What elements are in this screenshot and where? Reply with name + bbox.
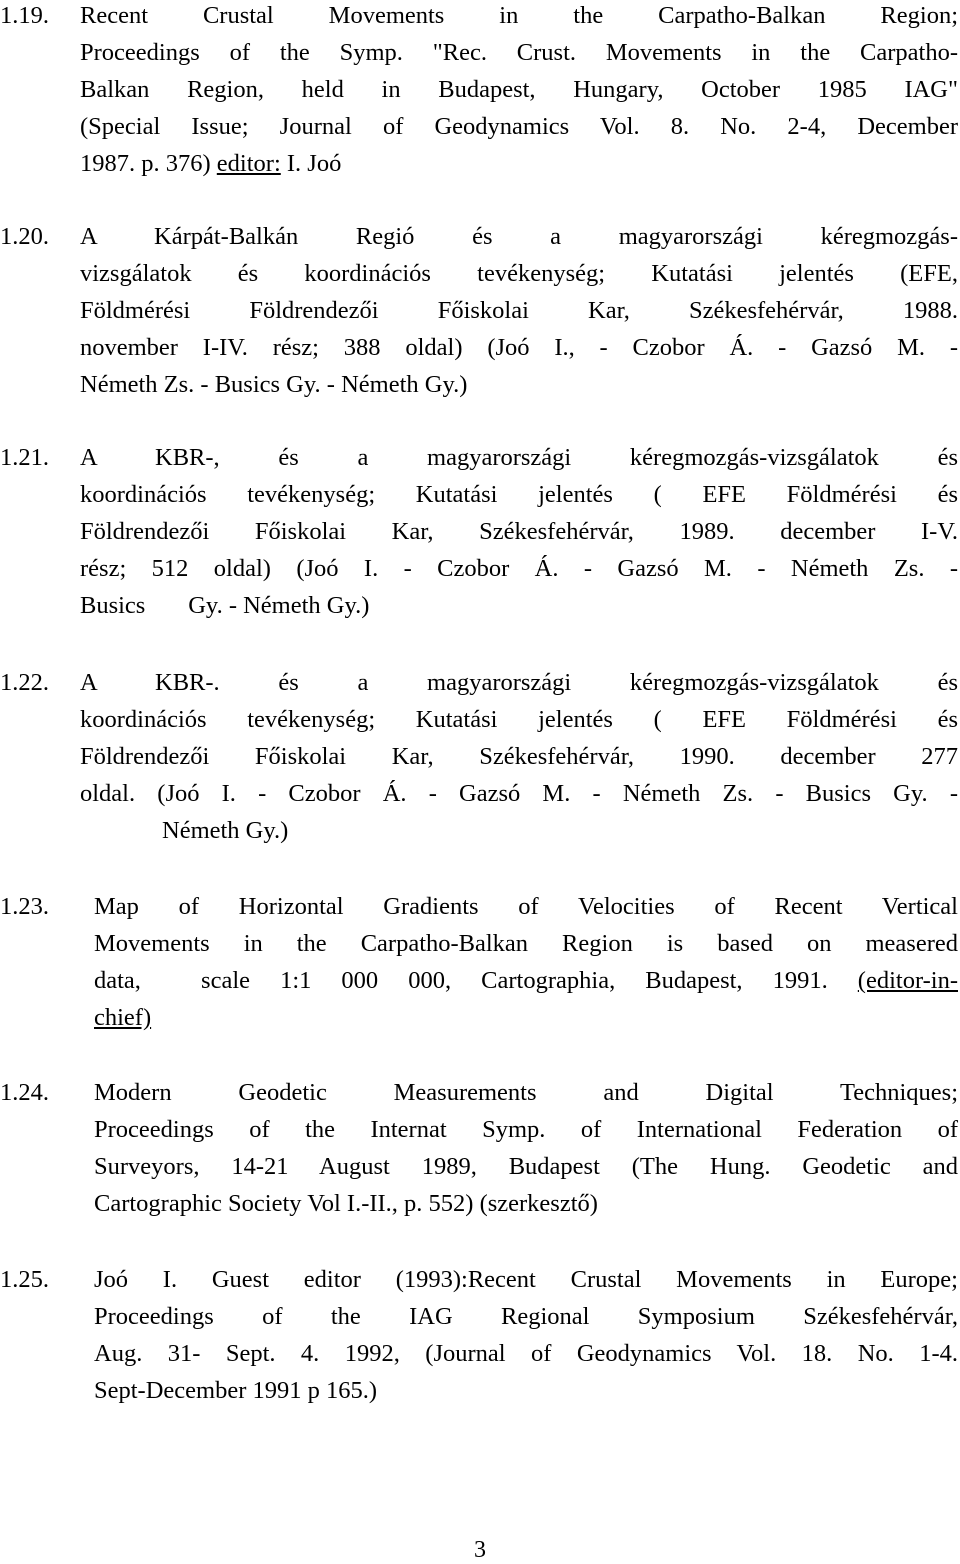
entry-line: koordinációs tevékenység; Kutatási jelentés ( EFE Földmérési és xyxy=(80,706,958,733)
entry-text xyxy=(94,888,958,1036)
entry-line xyxy=(94,962,958,999)
publication-entry-1-25 xyxy=(0,1261,958,1409)
entry-line: Joó I. Guest editor (1993):Recent Crustal Movements in Europe; xyxy=(94,1266,958,1293)
entry-line: Cartographic Society Vol I.-II., p. 552) (szerkesztő) xyxy=(94,1190,598,1217)
entry-text xyxy=(80,0,958,182)
entry-line: koordinációs tevékenység; Kutatási jelentés ( EFE Földmérési és xyxy=(80,481,958,508)
publication-entry-1-23 xyxy=(0,888,958,1036)
entry-text xyxy=(94,1074,958,1222)
entry-line: Földrendezői Főiskolai Kar, Székesfehérvár, 1990. december 277 xyxy=(80,743,958,770)
entry-number: 1.21. xyxy=(0,444,49,471)
entry-line: A Kárpát-Balkán Regió és a magyarországi kéregmozgás- xyxy=(80,223,958,250)
publication-entry-1-24 xyxy=(0,1074,958,1222)
entry-line: Németh Zs. - Busics Gy. - Németh Gy.) xyxy=(80,371,468,398)
entry-line: Proceedings of the Internat Symp. of International Federation of xyxy=(94,1116,958,1143)
entry-number: 1.19. xyxy=(0,2,49,29)
entry-line-prefix: data, scale 1:1 000 000, Cartographia, Budapest, 1991. xyxy=(94,967,858,994)
entry-line: Aug. 31- Sept. 4. 1992, (Journal of Geodynamics Vol. 18. No. 1-4. xyxy=(94,1340,958,1367)
entry-line: vizsgálatok és koordinációs tevékenység; Kutatási jelentés (EFE, xyxy=(80,260,958,287)
entry-line: november I-IV. rész; 388 oldal) (Joó I., - Czobor Á. - Gazsó M. - xyxy=(80,334,958,361)
entry-line: Recent Crustal Movements in the Carpatho-Balkan Region; xyxy=(80,2,958,29)
publication-entry-1-19 xyxy=(0,0,958,182)
entry-number: 1.22. xyxy=(0,669,49,696)
entry-line: Proceedings of the IAG Regional Symposium Székesfehérvár, xyxy=(94,1303,958,1330)
entry-line: A KBR-, és a magyarországi kéregmozgás-vizsgálatok és xyxy=(80,444,958,471)
entry-text xyxy=(80,664,958,849)
editor-label: editor: xyxy=(216,150,281,177)
entry-line: Balkan Region, held in Budapest, Hungary, October 1985 IAG" xyxy=(80,76,958,103)
entry-line: Map of Horizontal Gradients of Velocities of Recent Vertical xyxy=(94,893,958,920)
entry-number: 1.20. xyxy=(0,223,49,250)
entry-line-suffix: I. Joó xyxy=(280,150,342,177)
entry-text xyxy=(80,218,958,403)
entry-line: Földrendezői Főiskolai Kar, Székesfehérvár, 1989. december I-V. xyxy=(80,518,958,545)
entry-line: Busics Gy. - Németh Gy.) xyxy=(80,592,370,619)
entry-line: Movements in the Carpatho-Balkan Region is based on measered xyxy=(94,930,958,957)
entry-line: Földmérési Földrendezői Főiskolai Kar, Székesfehérvár, 1988. xyxy=(80,297,958,324)
publication-entry-1-21 xyxy=(0,439,958,624)
entry-line: rész; 512 oldal) (Joó I. - Czobor Á. - Gazsó M. - Németh Zs. - xyxy=(80,555,958,582)
publication-entry-1-20 xyxy=(0,218,958,403)
entry-text xyxy=(94,1261,958,1409)
entry-number: 1.25. xyxy=(0,1266,49,1293)
publication-entry-1-22 xyxy=(0,664,958,849)
entry-text xyxy=(80,439,958,624)
page-number: 3 xyxy=(474,1537,486,1563)
entry-line: A KBR-. és a magyarországi kéregmozgás-vizsgálatok és xyxy=(80,669,958,696)
entry-line xyxy=(80,145,958,182)
entry-line: oldal. (Joó I. - Czobor Á. - Gazsó M. - Németh Zs. - Busics Gy. - xyxy=(80,780,958,807)
entry-line: Surveyors, 14-21 August 1989, Budapest (The Hung. Geodetic and xyxy=(94,1153,958,1180)
entry-number: 1.23. xyxy=(0,893,49,920)
entry-line: Proceedings of the Symp. "Rec. Crust. Movements in the Carpatho- xyxy=(80,39,958,66)
entry-line: Modern Geodetic Measurements and Digital Techniques; xyxy=(94,1079,958,1106)
entry-line: Németh Gy.) xyxy=(162,817,289,844)
entry-number: 1.24. xyxy=(0,1079,49,1106)
editor-role-label-continued: chief) xyxy=(94,1004,152,1031)
editor-role-label: (editor-in- xyxy=(857,967,958,994)
entry-line: (Special Issue; Journal of Geodynamics Vol. 8. No. 2-4, December xyxy=(80,113,958,140)
entry-line-prefix: 1987. p. 376) xyxy=(80,150,217,177)
entry-line: Sept-December 1991 p 165.) xyxy=(94,1377,378,1404)
